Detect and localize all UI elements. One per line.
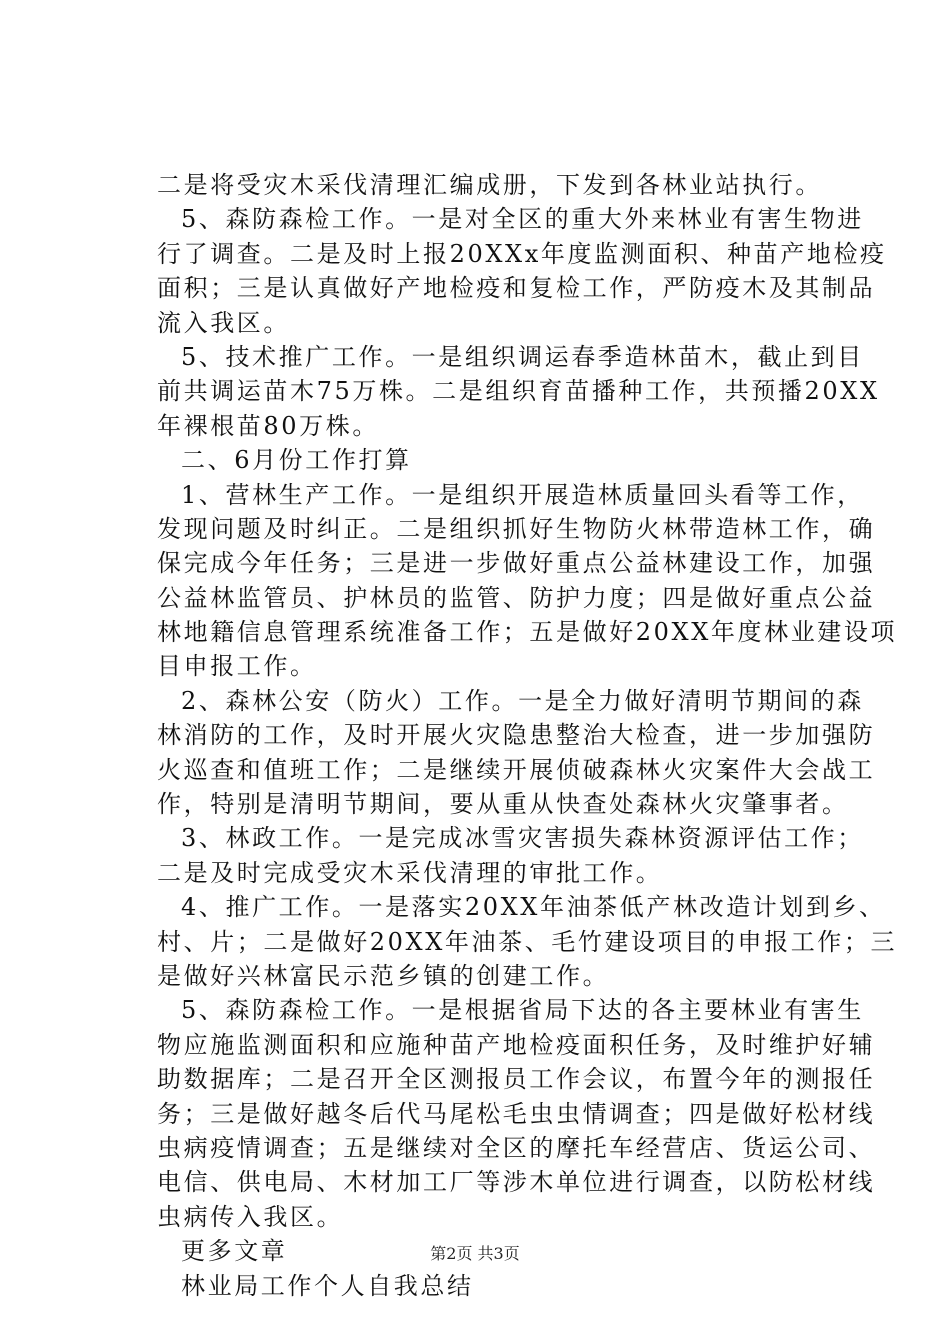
text-line: 4、推广工作。一是落实20XX年油茶低产林改造计划到乡、 — [181, 893, 886, 922]
document-body — [157, 168, 898, 1303]
text-line: 年裸根苗80万株。 — [157, 411, 379, 440]
text-line: 林消防的工作，及时开展火灾隐患整治大检查，进一步加强防 — [157, 721, 876, 750]
text-line: 流入我区。 — [157, 308, 290, 337]
text-line: 面积；三是认真做好产地检疫和复检工作，严防疫木及其制品 — [157, 274, 876, 303]
text-line: 前共调运苗木75万株。二是组织育苗播种工作，共预播20XX — [157, 377, 880, 406]
text-line: 火巡查和值班工作；二是继续开展侦破森林火灾案件大会战工 — [157, 755, 876, 784]
text-line: 1、营林生产工作。一是组织开展造林质量回头看等工作， — [181, 480, 864, 509]
text-line: 更多文章 — [181, 1237, 288, 1266]
text-line: 保完成今年任务；三是进一步做好重点公益林建设工作，加强 — [157, 549, 876, 578]
text-line: 5、森防森检工作。一是对全区的重大外来林业有害生物进 — [181, 205, 864, 234]
text-line: 发现问题及时纠正。二是组织抓好生物防火林带造林工作，确 — [157, 514, 876, 543]
text-line: 物应施监测面积和应施种苗产地检疫面积任务，及时维护好辅 — [157, 1030, 876, 1059]
text-line: 5、森防森检工作。一是根据省局下达的各主要林业有害生 — [181, 996, 864, 1025]
text-line: 务；三是做好越冬后代马尾松毛虫虫情调查；四是做好松材线 — [157, 1099, 876, 1128]
text-line: 公益林监管员、护林员的监管、防护力度；四是做好重点公益 — [157, 583, 876, 612]
text-line: 二是及时完成受灾木采伐清理的审批工作。 — [157, 858, 663, 887]
text-line: 目申报工作。 — [157, 652, 317, 681]
text-line: 虫病传入我区。 — [157, 1202, 344, 1231]
text-line: 电信、供电局、木材加工厂等涉木单位进行调查，以防松材线 — [157, 1168, 876, 1197]
text-line: 二是将受灾木采伐清理汇编成册，下发到各林业站执行。 — [157, 171, 822, 199]
page-footer: 第2页 共3页 — [430, 1244, 520, 1263]
text-line: 林业局工作个人自我总结 — [181, 1271, 474, 1300]
text-line: 村、片；二是做好20XX年油茶、毛竹建设项目的申报工作；三 — [157, 927, 898, 956]
text-line: 作，特别是清明节期间，要从重从快查处森林火灾肇事者。 — [157, 790, 849, 819]
text-line: 5、技术推广工作。一是组织调运春季造林苗木，截止到目 — [181, 342, 864, 371]
text-line: 3、林政工作。一是完成冰雪灾害损失森林资源评估工作； — [181, 824, 864, 853]
text-line: 虫病疫情调查；五是继续对全区的摩托车经营店、货运公司、 — [157, 1133, 876, 1162]
text-line: 林地籍信息管理系统准备工作；五是做好20XX年度林业建设项 — [157, 618, 898, 647]
text-line: 助数据库；二是召开全区测报员工作会议，布置今年的测报任 — [157, 1065, 876, 1094]
text-line: 二、6月份工作打算 — [181, 446, 412, 475]
text-line: 行了调查。二是及时上报20XXx年度监测面积、种苗产地检疫 — [157, 239, 887, 268]
text-line: 是做好兴林富民示范乡镇的创建工作。 — [157, 961, 610, 990]
text-line: 2、森林公安（防火）工作。一是全力做好清明节期间的森 — [181, 686, 864, 715]
